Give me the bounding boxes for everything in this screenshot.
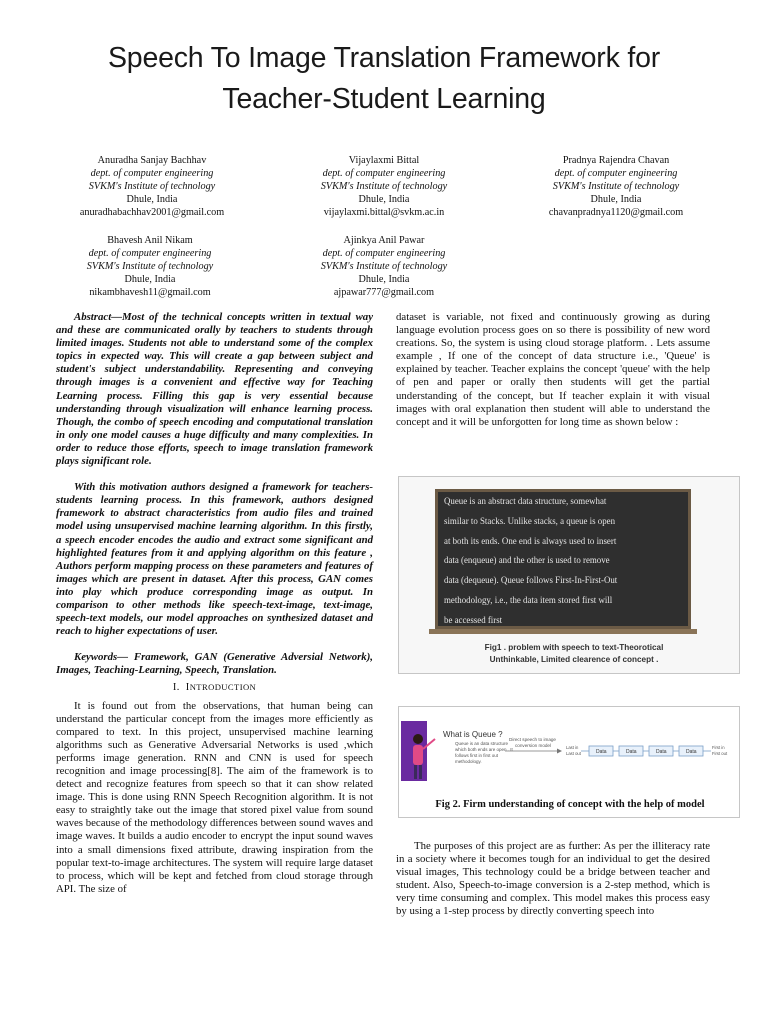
- caption-line: Fig1 . problem with speech to text-Theorotical: [484, 643, 664, 652]
- right-paragraph-1: dataset is variable, not fixed and continuously growing as during language evolution process goes on so there is possibility of new word creations. So, the system is using cloud storage platform. . Lets assume example , If one of the concept of data structure i.e., 'Queue' is explained by teacher. Teacher explains the concept 'queue' with the help of pen and paper or orally then students will get the partial understanding of the concept, but If teacher explain it with visual images with oral explanation then student will able to understand the concept and it will be unforgotten for long time as shown below :: [396, 311, 710, 428]
- author-name: Vijaylaxmi Bittal: [348, 155, 420, 166]
- board-line: similar to Stacks. Unlike stacks, a queue is open: [444, 515, 616, 526]
- paper-title: [40, 38, 728, 120]
- fig2-desc-line: follows first in first out: [455, 753, 499, 758]
- right-column-bottom: [396, 840, 710, 919]
- caption-line: Unthinkable, Limited clearence of concept .: [489, 654, 659, 664]
- left-column: [56, 311, 373, 896]
- author-dept: dept. of computer engineering: [322, 247, 446, 259]
- chalkboard-ledge: [429, 629, 697, 634]
- last-in-label: Last in: [566, 745, 579, 750]
- author-block-4: [50, 235, 250, 300]
- last-out-label: Last out: [566, 751, 581, 756]
- author-location: Dhule, India: [590, 193, 642, 205]
- board-line: data (enqueue) and the other is used to remove: [444, 555, 610, 566]
- author-block-5: [284, 235, 484, 300]
- queue-box-label: Data: [656, 749, 667, 755]
- arrow-head-icon: [557, 749, 562, 754]
- fig2-desc-line: methodology.: [455, 759, 482, 764]
- chalkboard-image: [435, 489, 691, 629]
- section-title-initial: I: [185, 682, 190, 694]
- arrow-label: conversion model: [515, 743, 552, 748]
- section-heading-introduction: [56, 681, 373, 694]
- author-dept: dept. of computer engineering: [90, 167, 214, 179]
- author-location: Dhule, India: [124, 273, 176, 285]
- abstract-paragraph-2: With this motivation authors designed a framework for teachers-students learning process. In this framework, authors designed framework to abstract characteristics from audio files and trained model using unsupervised machine learning algorithm. In this firstly, a speech encoder encodes the audio and extract some significant and highlighted features from it and applying algorithm on this feature , Authors perform mapping process on these parameters and features of images which are present in dataset. After this process, GAN comes into play which produce corresponding image as output. In comparison to other methods like speech-text-image, text-image, speech-text models, our model approaches on synthesized dataset and reach to higher expectations of user.: [56, 481, 373, 638]
- author-name: Pradnya Rajendra Chavan: [562, 155, 670, 166]
- figure-2-caption: Fig 2. Firm understanding of concept with the help of model: [435, 799, 705, 810]
- author-email: anuradhabachhav2001@gmail.com: [79, 206, 225, 218]
- author-block-3: [516, 155, 716, 220]
- board-line: methodology, i.e., the data item stored first will: [444, 594, 613, 605]
- title-line-2: Teacher-Student Learning: [222, 83, 546, 115]
- author-email: ajpawar777@gmail.com: [333, 286, 435, 298]
- author-block-1: [52, 155, 252, 220]
- first-out-label: First out: [712, 751, 728, 756]
- board-line: data (dequeue). Queue follows First-In-First-Out: [444, 575, 618, 586]
- section-number: I.: [172, 682, 180, 694]
- author-name: Anuradha Sanjay Bachhav: [97, 155, 207, 166]
- abstract-paragraph: Abstract—Most of the technical concepts written in textual way and these are communicated orally by teachers to students through limited images. Students not able to understand some of the complex topics in expected way. This will create a gap between subject and student's subject understandability. Representing and conveying through images is a convenient and effective way for Teaching Learning process. Filling this gap is very essential because understanding through visualization will enhance learning process. Though, the combo of speech encoding and computational translation in only one model causes a huge difficulty and many complexities. In order to reduce those efforts, speech to image translation framework plays significant role.: [56, 311, 373, 468]
- author-email: vijaylaxmi.bittal@svkm.ac.in: [323, 206, 445, 218]
- figure-1-caption: [429, 642, 719, 665]
- figure-2: [398, 706, 740, 818]
- arrow-label: Direct speech to image: [509, 737, 556, 742]
- author-name: Ajinkya Anil Pawar: [343, 235, 425, 246]
- author-institute: SVKM's Institute of technology: [320, 180, 448, 192]
- author-location: Dhule, India: [358, 193, 410, 205]
- author-location: Dhule, India: [126, 193, 178, 205]
- fig2-desc-line: Queue is an data structure: [455, 741, 509, 746]
- queue-box-label: Data: [596, 749, 607, 755]
- board-line: Queue is an abstract data structure, somewhat: [444, 496, 607, 506]
- right-paragraph-2: The purposes of this project are as further: As per the illiteracy rate in a society where it becomes tough for an individual to get the desired visual images, This technology could be a bridge between teacher and student. Also, Speech-to-image conversion is a 2-step method, which is very time consuming and complex. This model makes this process easy by using a 1-step process by directly converting speech into: [396, 840, 710, 918]
- section-title-rest: NTRODUCTION: [189, 682, 257, 693]
- author-institute: SVKM's Institute of technology: [320, 260, 448, 272]
- title-line-1: Speech To Image Translation Framework for: [107, 42, 661, 74]
- author-dept: dept. of computer engineering: [554, 167, 678, 179]
- first-in-label: First in: [712, 745, 725, 750]
- author-block-2: [284, 155, 484, 220]
- queue-box-label: Data: [686, 749, 697, 755]
- author-location: Dhule, India: [358, 273, 410, 285]
- fig2-desc-line: which both ends are open . It: [455, 747, 513, 752]
- author-institute: SVKM's Institute of technology: [86, 260, 214, 272]
- keywords: Keywords— Framework, GAN (Generative Adversial Network), Images, Teaching-Learning, Speech, Translation.: [56, 651, 373, 677]
- author-name: Bhavesh Anil Nikam: [107, 235, 193, 246]
- figure-1: [398, 476, 740, 674]
- author-email: nikambhavesh11@gmail.com: [89, 286, 211, 298]
- queue-model-diagram: [399, 707, 739, 797]
- teacher-illustration-icon: [401, 721, 435, 781]
- author-dept: dept. of computer engineering: [322, 167, 446, 179]
- board-line: be accessed first: [444, 614, 503, 625]
- fig2-heading: What is Queue ?: [443, 730, 503, 739]
- board-line: at both its ends. One end is always used to insert: [444, 535, 617, 546]
- queue-box-label: Data: [626, 749, 637, 755]
- author-email: chavanpradnya1120@gmail.com: [548, 206, 684, 218]
- right-column-top: [396, 311, 710, 429]
- author-dept: dept. of computer engineering: [88, 247, 212, 259]
- intro-paragraph: It is found out from the observations, that human being can understand the particular concept from the images more efficiently as compared to text. In this project, unsupervised machine learning algorithms such as Generative Adversarial Networks is used ,which performs image generation. RNN and CNN is used for speech recognition and image processing[8]. The aim of the framework is to detect and recognize features from speech so that it can show related image. This is done using RNN Speech Recognition algorithm. It is not easy to straightly take out the image that stored pixel value from sound waves because of the methodology differences between sound waves and image waves. It builds a audio encoder to encrypt the input sound waves into a small dimensions fixed attribute, drawing inspiration from the popular text-to-image architectures. The system will require large dataset to process, which will be kept and fetched from cloud storage through API. The size of: [56, 699, 373, 895]
- author-institute: SVKM's Institute of technology: [88, 180, 216, 192]
- author-institute: SVKM's Institute of technology: [552, 180, 680, 192]
